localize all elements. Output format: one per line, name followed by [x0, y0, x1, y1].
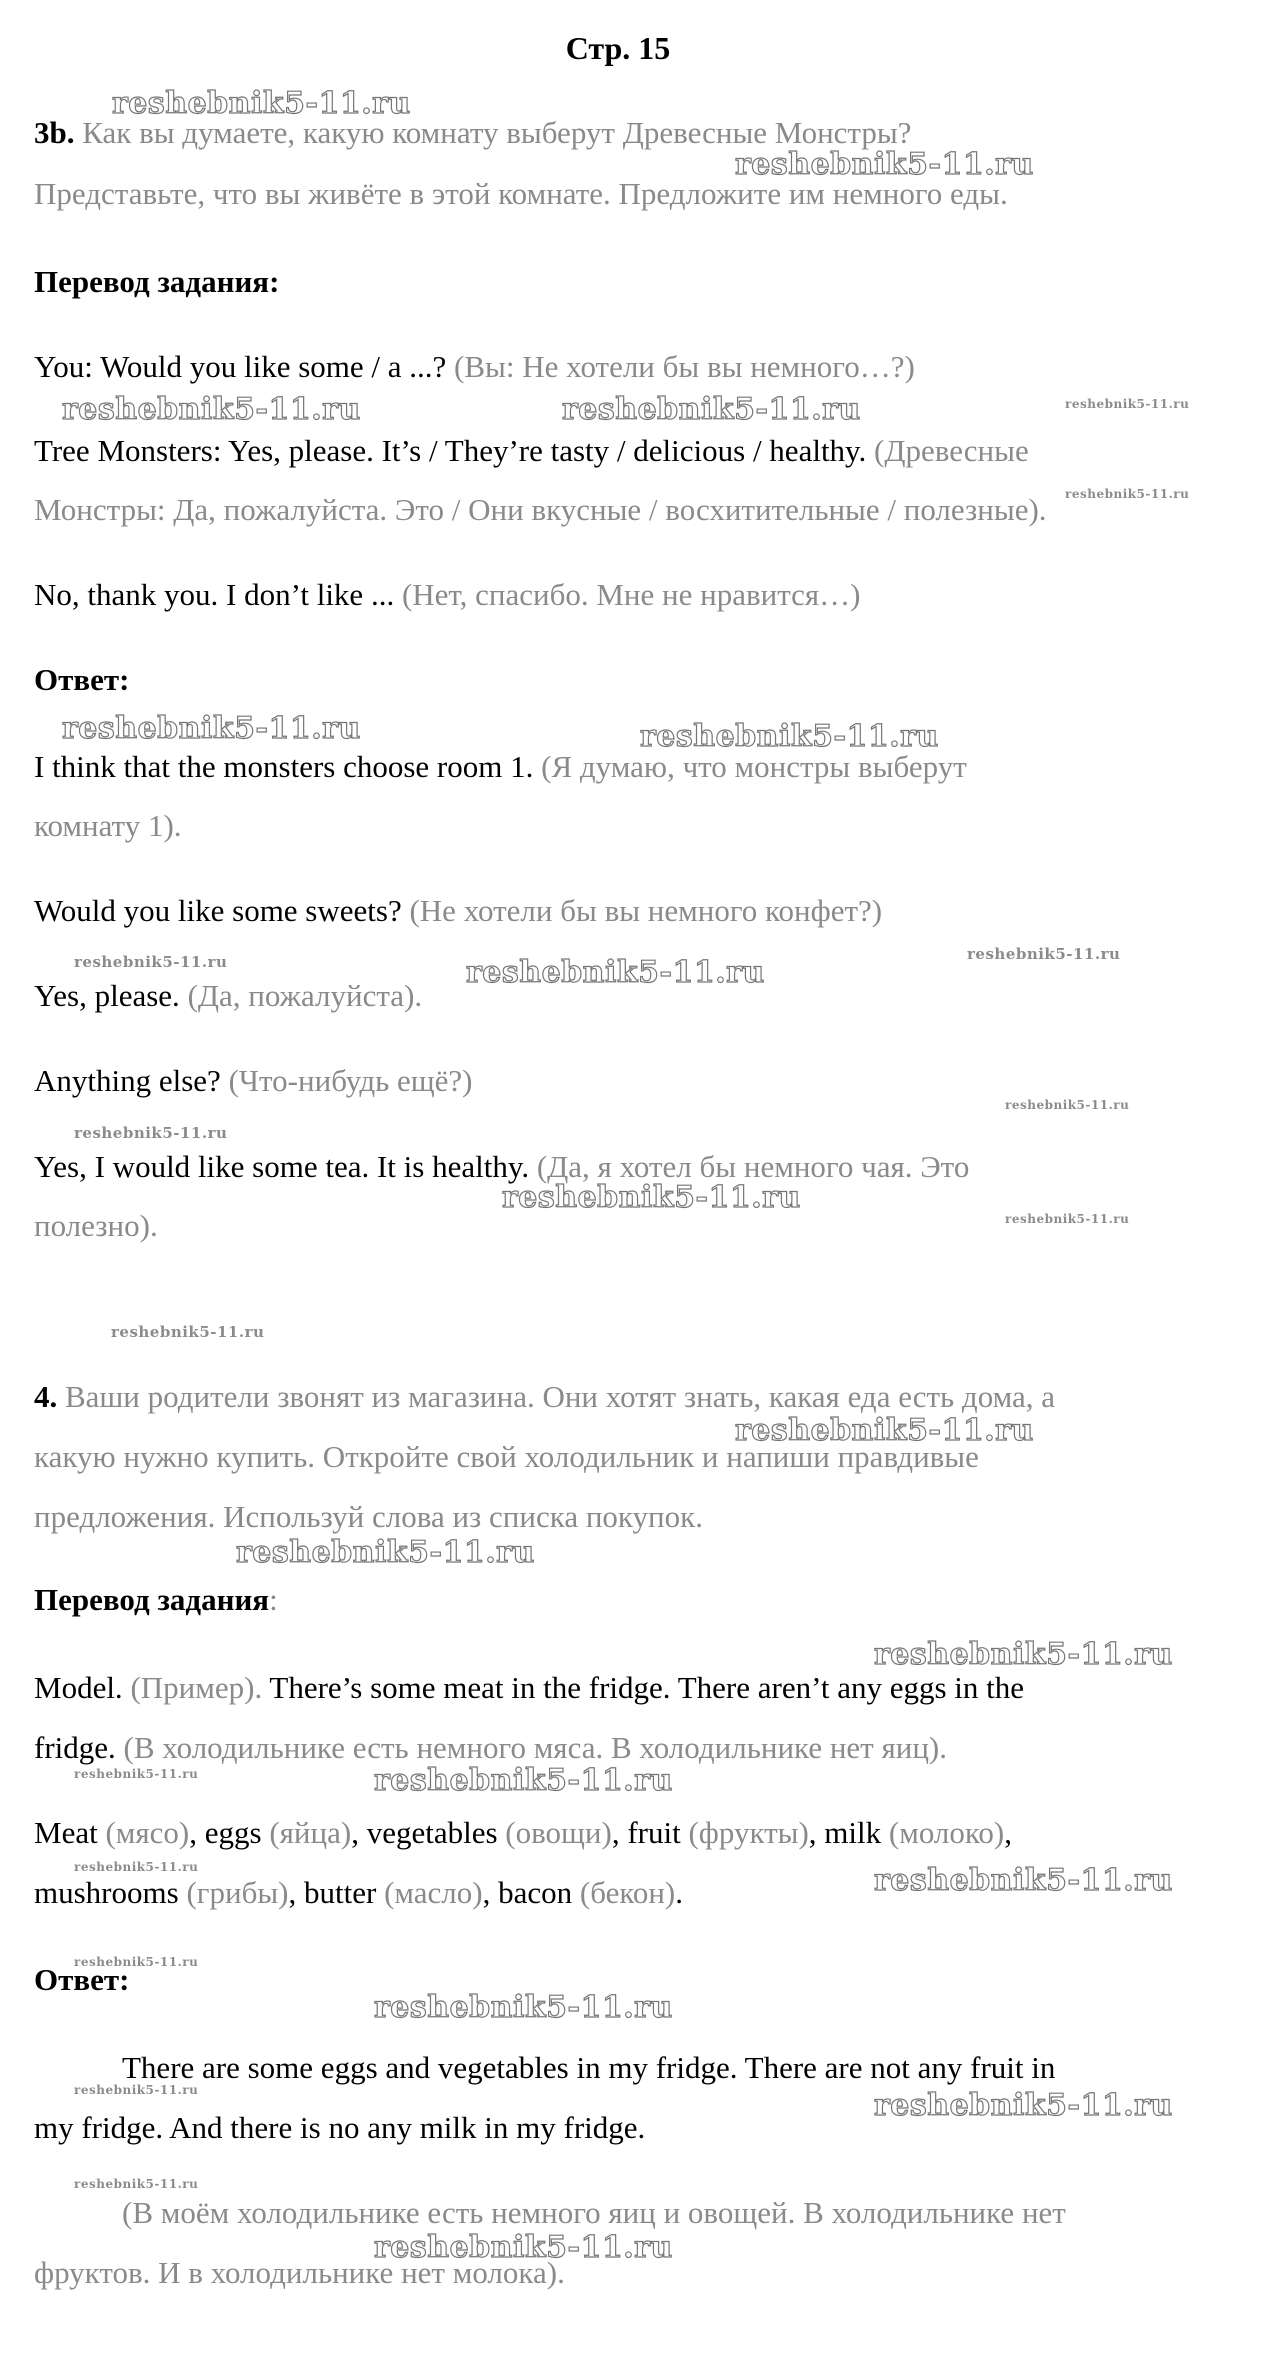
ex3b-answer-1-cont: комнату 1).: [34, 808, 182, 843]
ex4-answer-ru-line-1: (В моём холодильнике есть немного яиц и овощей. В холодильнике нет: [122, 2195, 1066, 2230]
ex4-answer-en-line-1: There are some eggs and vegetables in my fridge. There are not any fruit in: [122, 2050, 1056, 2085]
watermark: reshebnik5-11.ru: [1005, 1212, 1130, 1226]
watermark: reshebnik5-11.ru: [74, 1860, 199, 1874]
watermark: reshebnik5-11.ru: [874, 2088, 1173, 2123]
watermark: reshebnik5-11.ru: [74, 2177, 199, 2191]
watermark: reshebnik5-11.ru: [112, 86, 411, 121]
watermark: reshebnik5-11.ru: [74, 1767, 199, 1781]
ex3b-number: 3b.: [34, 115, 75, 150]
word-item: vegetables (овощи),: [366, 1815, 628, 1850]
watermark: reshebnik5-11.ru: [374, 2230, 673, 2265]
watermark: reshebnik5-11.ru: [74, 1124, 228, 1142]
ex3b-answer-5-cont: полезно).: [34, 1208, 158, 1243]
word-item: eggs (яйца),: [204, 1815, 367, 1850]
ex3b-answer-1: I think that the monsters choose room 1. (Я думаю, что монстры выберут: [34, 749, 967, 784]
word-item: Meat (мясо),: [34, 1815, 205, 1850]
watermark: reshebnik5-11.ru: [236, 1535, 535, 1570]
watermark: reshebnik5-11.ru: [735, 1413, 1034, 1448]
ex3b-you-line: You: Would you like some / a ...? (Вы: Не хотели бы вы немного…?): [34, 349, 915, 384]
ex3b-no-line: No, thank you. I don’t like ... (Нет, спасибо. Мне не нравится…): [34, 577, 861, 612]
ex4-task-line-2: какую нужно купить. Откройте свой холодильник и напиши правдивые: [34, 1439, 979, 1474]
ex3b-tree-monsters-line: Tree Monsters: Yes, please. It’s / They’re tasty / delicious / healthy. (Древесные: [34, 433, 1029, 468]
watermark: reshebnik5-11.ru: [466, 955, 765, 990]
watermark: reshebnik5-11.ru: [967, 945, 1121, 963]
watermark: reshebnik5-11.ru: [374, 1763, 673, 1798]
watermark: reshebnik5-11.ru: [640, 719, 939, 754]
watermark: reshebnik5-11.ru: [111, 1323, 265, 1341]
ex4-model-line-2: fridge. (В холодильнике есть немного мяса. В холодильнике нет яиц).: [34, 1730, 947, 1765]
watermark: reshebnik5-11.ru: [62, 711, 361, 746]
watermark: reshebnik5-11.ru: [1005, 1098, 1130, 1112]
watermark: reshebnik5-11.ru: [502, 1180, 801, 1215]
watermark: reshebnik5-11.ru: [735, 147, 1034, 182]
word-item: bacon (бекон).: [498, 1875, 683, 1910]
watermark: reshebnik5-11.ru: [1065, 397, 1190, 411]
watermark: reshebnik5-11.ru: [874, 1637, 1173, 1672]
ex4-answer-ru-line-2: фруктов. И в холодильнике нет молока).: [34, 2255, 565, 2290]
page-title: Стр. 15: [565, 30, 671, 66]
ex4-model-line-1: Model. (Пример). There’s some meat in the fridge. There aren’t any eggs in the: [34, 1670, 1025, 1705]
word-item: milk (молоко),: [824, 1815, 1012, 1850]
watermark: reshebnik5-11.ru: [62, 392, 361, 427]
ex4-task-line-1: 4. Ваши родители звонят из магазина. Они хотят знать, какая еда есть дома, а: [34, 1379, 1056, 1414]
ex4-translation-heading: Перевод задания:: [34, 1582, 278, 1617]
ex3b-answer-heading: Ответ:: [34, 662, 130, 697]
ex3b-task-line-1: 3b. Как вы думаете, какую комнату выберут Древесные Монстры?: [34, 115, 912, 150]
ex3b-answer-5: Yes, I would like some tea. It is healthy. (Да, я хотел бы немного чая. Это: [34, 1149, 970, 1184]
watermark: reshebnik5-11.ru: [74, 1955, 199, 1969]
watermark: reshebnik5-11.ru: [562, 392, 861, 427]
ex4-number: 4.: [34, 1379, 58, 1414]
watermark: reshebnik5-11.ru: [1065, 487, 1190, 501]
ex3b-answer-3: Yes, please. (Да, пожалуйста).: [34, 978, 423, 1013]
ex3b-task-line-2: Представьте, что вы живёте в этой комнате. Предложите им немного еды.: [34, 176, 1008, 211]
word-item: mushrooms (грибы),: [34, 1875, 304, 1910]
ex3b-translation-heading: Перевод задания:: [34, 264, 280, 299]
word-item: butter (масло),: [304, 1875, 499, 1910]
watermark: reshebnik5-11.ru: [74, 953, 228, 971]
word-item: fruit (фрукты),: [627, 1815, 825, 1850]
ex3b-answer-2: Would you like some sweets? (Не хотели бы вы немного конфет?): [34, 893, 883, 928]
ex4-answer-heading: Ответ:: [34, 1962, 130, 1997]
ex3b-answer-4: Anything else? (Что-нибудь ещё?): [34, 1063, 473, 1098]
watermark: reshebnik5-11.ru: [74, 2083, 199, 2097]
ex4-answer-en-line-2: my fridge. And there is no any milk in my fridge.: [34, 2110, 646, 2145]
watermark: reshebnik5-11.ru: [374, 1990, 673, 2025]
ex4-word-list-line-1: [34, 1803, 1012, 1863]
ex4-task-line-3: предложения. Используй слова из списка покупок.: [34, 1499, 703, 1534]
ex3b-tree-monsters-line-2: Монстры: Да, пожалуйста. Это / Они вкусные / восхитительные / полезные).: [34, 492, 1047, 527]
watermark: reshebnik5-11.ru: [874, 1863, 1173, 1898]
